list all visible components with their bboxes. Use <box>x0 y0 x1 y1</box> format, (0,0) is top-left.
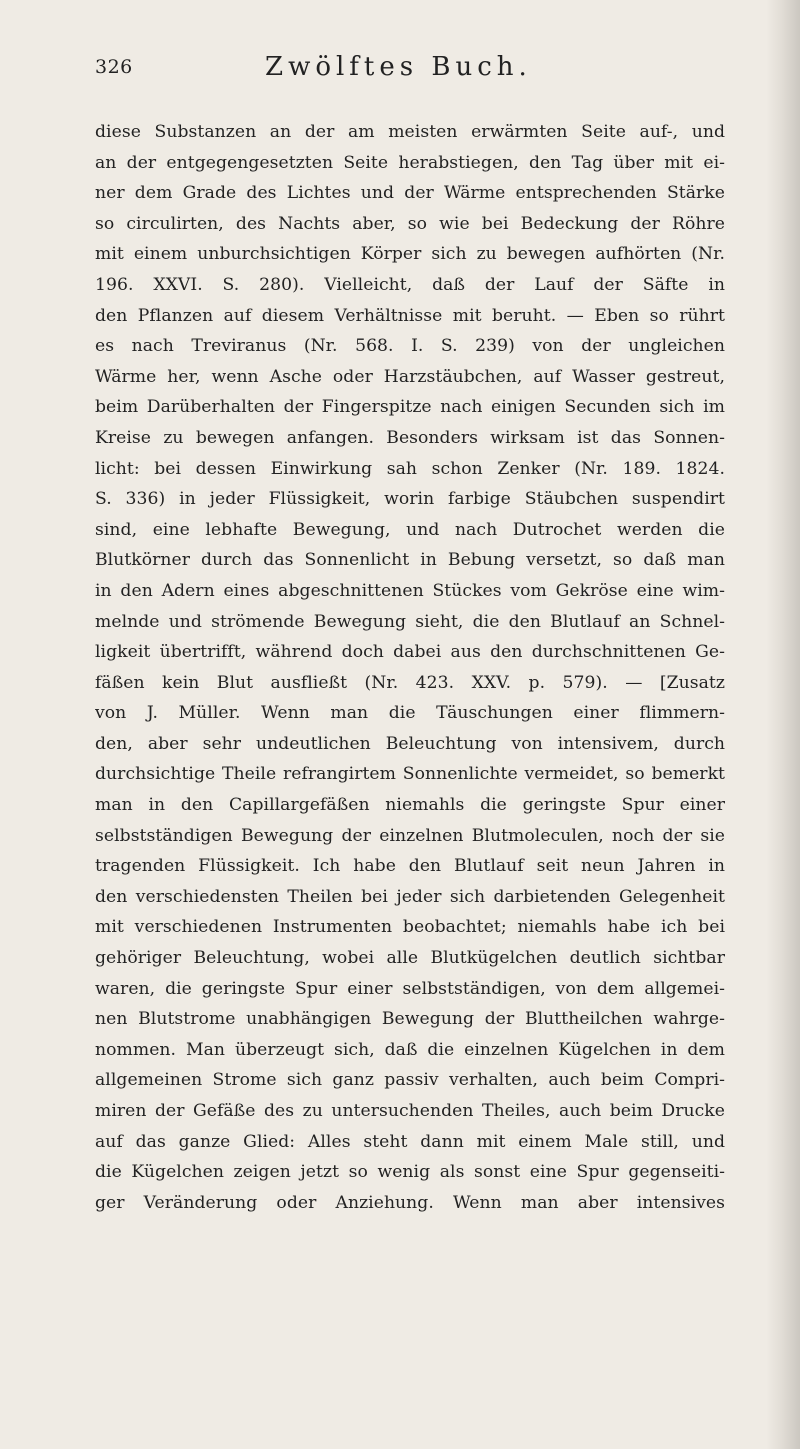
text-line: nommen. Man überzeugt sich, daß die einzelnen Kügelchen in dem <box>95 1039 725 1060</box>
text-line: die Kügelchen zeigen jetzt so wenig als sonst eine Spur gegenseiti- <box>95 1162 725 1183</box>
text-line: diese Substanzen an der am meisten erwärmten Seite auf-, und <box>95 122 725 142</box>
body-text <box>95 117 725 1218</box>
text-line: ger Veränderung oder Anziehung. Wenn man aber intensives <box>95 1192 725 1213</box>
text-line: so circulirten, des Nachts aber, so wie bei Bedeckung der Röhre <box>95 213 725 234</box>
text-line: mit einem unburchsichtigen Körper sich zu bewegen aufhörten (Nr. <box>95 244 725 265</box>
text-line: den, aber sehr undeutlichen Beleuchtung von intensivem, durch <box>95 733 725 754</box>
text-line: ligkeit übertrifft, während doch dabei aus den durchschnittenen Ge- <box>95 642 725 663</box>
page-edge-shadow <box>766 0 800 1449</box>
text-line: es nach Treviranus (Nr. 568. I. S. 239) von der ungleichen <box>95 336 725 357</box>
text-line: Wärme her, wenn Asche oder Harzstäubchen, auf Wasser gestreut, <box>95 366 725 387</box>
text-line: durchsichtige Theile refrangirtem Sonnenlichte vermeidet, so bemerkt <box>95 764 725 785</box>
text-line: den verschiedensten Theilen bei jeder sich darbietenden Gelegenheit <box>95 886 725 907</box>
text-line: sind, eine lebhafte Bewegung, und nach Dutrochet werden die <box>95 519 725 540</box>
page-number: 326 <box>95 56 133 78</box>
text-line: Blutkörner durch das Sonnenlicht in Bebung versetzt, so daß man <box>95 550 725 571</box>
text-line: melnde und strömende Bewegung sieht, die den Blutlauf an Schnel- <box>95 611 725 632</box>
text-line: nen Blutstrome unabhängigen Bewegung der Bluttheilchen wahrge- <box>95 1009 725 1030</box>
text-line: ner dem Grade des Lichtes und der Wärme entsprechenden Stärke <box>95 183 725 204</box>
text-line: an der entgegengesetzten Seite herabstiegen, den Tag über mit ei- <box>95 152 725 173</box>
text-line: allgemeinen Strome sich ganz passiv verhalten, auch beim Compri- <box>95 1070 725 1091</box>
text-line: 196. XXVI. S. 280). Vielleicht, daß der Lauf der Säfte in <box>95 274 725 295</box>
text-line: S. 336) in jeder Flüssigkeit, worin farbige Stäubchen suspendirt <box>95 489 725 510</box>
text-line: den Pflanzen auf diesem Verhältnisse mit beruht. — Eben so rührt <box>95 305 725 326</box>
text-line: mit verschiedenen Instrumenten beobachtet; niemahls habe ich bei <box>95 917 725 938</box>
text-line: fäßen kein Blut ausfließt (Nr. 423. XXV. p. 579). — [Zusatz <box>95 672 725 693</box>
text-line: licht: bei dessen Einwirkung sah schon Zenker (Nr. 189. 1824. <box>95 458 725 479</box>
running-head: Zwölftes Buch. <box>265 52 532 82</box>
text-line: beim Darüberhalten der Fingerspitze nach einigen Secunden sich im <box>95 397 725 418</box>
text-line: gehöriger Beleuchtung, wobei alle Blutkügelchen deutlich sichtbar <box>95 948 725 969</box>
page-header <box>95 52 715 96</box>
text-line: tragenden Flüssigkeit. Ich habe den Blutlauf seit neun Jahren in <box>95 856 725 877</box>
text-line: auf das ganze Glied: Alles steht dann mit einem Male still, und <box>95 1131 725 1152</box>
text-line: miren der Gefäße des zu untersuchenden Theiles, auch beim Drucke <box>95 1101 725 1121</box>
text-line: von J. Müller. Wenn man die Täuschungen einer flimmern- <box>95 703 725 724</box>
text-line: man in den Capillargefäßen niemahls die geringste Spur einer <box>95 795 725 816</box>
text-line: in den Adern eines abgeschnittenen Stückes vom Gekröse eine wim- <box>95 580 725 601</box>
text-line: waren, die geringste Spur einer selbstständigen, von dem allgemei- <box>95 978 725 999</box>
text-line: selbstständigen Bewegung der einzelnen Blutmoleculen, noch der sie <box>95 825 725 846</box>
text-line: Kreise zu bewegen anfangen. Besonders wirksam ist das Sonnen- <box>95 427 725 448</box>
